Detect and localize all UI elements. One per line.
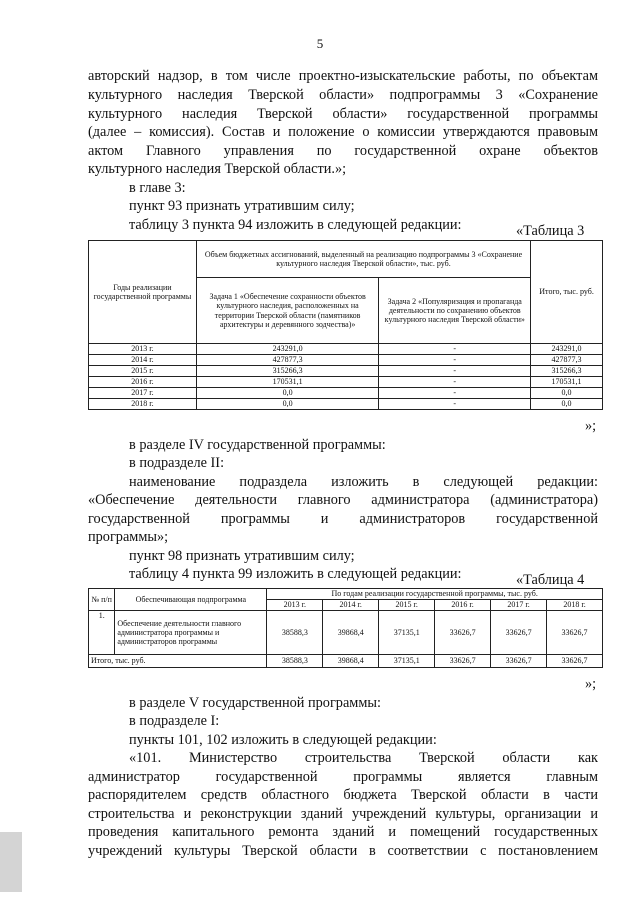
table-4-header-group: По годам реализации государственной программы, тыс. руб. xyxy=(267,589,603,600)
cell-task2: - xyxy=(379,366,531,377)
cell-total: 37135,1 xyxy=(379,655,435,668)
cell-total: 38588,3 xyxy=(267,655,323,668)
items-101-text: пункты 101, 102 изложить в следующей редакции: xyxy=(129,732,437,748)
table-row xyxy=(89,355,603,366)
subsection-2-text: в подразделе II: xyxy=(129,455,225,471)
table-3-header-total: Итого, тыс. руб. xyxy=(531,241,603,344)
naming-line: «Обеспечение деятельности главного администратора (администратора) xyxy=(88,492,598,508)
table-3 xyxy=(88,240,603,410)
intro-line: культурного наследия Тверской области» государственной программы xyxy=(88,106,598,122)
table-4-year: 2015 г. xyxy=(379,600,435,611)
cell-task1: 0,0 xyxy=(196,388,379,399)
cell-label: Обеспечение деятельности главного администратора программы и администраторов программы xyxy=(115,611,267,655)
cell-total: 39868,4 xyxy=(323,655,379,668)
table-4-header-no: № п/п xyxy=(89,589,115,611)
cell-value: 38588,3 xyxy=(267,611,323,655)
table-row xyxy=(89,377,603,388)
cell-value: 33626,7 xyxy=(491,611,547,655)
table-3-header-task2: Задача 2 «Популяризация и пропаганда деятельности по сохранению объектов культурного наследия Тверской области» xyxy=(379,278,531,344)
scan-edge-shadow xyxy=(0,832,22,892)
table-4-year: 2013 г. xyxy=(267,600,323,611)
cell-year: 2018 г. xyxy=(89,399,197,410)
intro-line: авторский надзор, в том числе проектно-изыскательские работы, по объектам xyxy=(88,68,598,84)
table-4-year: 2017 г. xyxy=(491,600,547,611)
intro-line: культурного наследия Тверской области» подпрограммы 3 «Сохранение xyxy=(88,87,598,103)
cell-task2: - xyxy=(379,388,531,399)
table-3-header-task1: Задача 1 «Обеспечение сохранности объектов культурного наследия, расположенных на территории Тверской области (памятников архитектуры и деревянного зодчества)» xyxy=(196,278,379,344)
cell-year: 2013 г. xyxy=(89,344,197,355)
cell-task1: 243291,0 xyxy=(196,344,379,355)
naming-line: программы»; xyxy=(88,529,169,545)
table-3-caption: «Таблица 3 xyxy=(516,223,585,239)
cell-total: 243291,0 xyxy=(531,344,603,355)
cell-task1: 427877,3 xyxy=(196,355,379,366)
table-3-header-years: Годы реализации государственной программы xyxy=(89,241,197,344)
item-93-text: пункт 93 признать утратившим силу; xyxy=(129,198,355,214)
table-4-caption: «Таблица 4 xyxy=(516,572,585,588)
table-row xyxy=(89,366,603,377)
table-3-header-group: Объем бюджетных ассигнований, выделенный на реализацию подпрограммы 3 «Сохранение культурного наследия Тверской области», тыс. руб. xyxy=(196,241,530,278)
cell-total: 427877,3 xyxy=(531,355,603,366)
table-4-year: 2016 г. xyxy=(435,600,491,611)
final-line: распорядителем средств областного бюджета Тверской области в части xyxy=(88,787,598,803)
intro-line: (далее – комиссия). Состав и положение о комиссии утверждаются правовым xyxy=(88,124,598,140)
table-4 xyxy=(88,588,603,668)
cell-year: 2014 г. xyxy=(89,355,197,366)
cell-task1: 170531,1 xyxy=(196,377,379,388)
table-row xyxy=(89,655,603,668)
table-row xyxy=(89,344,603,355)
cell-value: 33626,7 xyxy=(547,611,603,655)
cell-value: 37135,1 xyxy=(379,611,435,655)
cell-task2: - xyxy=(379,377,531,388)
cell-total-label: Итого, тыс. руб. xyxy=(89,655,267,668)
cell-total: 170531,1 xyxy=(531,377,603,388)
cell-year: 2015 г. xyxy=(89,366,197,377)
final-line: «101. Министерство строительства Тверской области как xyxy=(129,750,598,766)
closing-quote: »; xyxy=(585,676,597,692)
subsection-1-text: в подразделе I: xyxy=(129,713,220,729)
final-line: учреждений культуры Тверской области в соответствии с постановлением xyxy=(88,843,598,859)
table-row xyxy=(89,611,603,655)
naming-line: государственной программы и администраторов государственной xyxy=(88,511,598,527)
cell-year: 2016 г. xyxy=(89,377,197,388)
page-number: 5 xyxy=(316,36,324,51)
intro-line: актом Главного управления по государственной охране объектов xyxy=(88,143,598,159)
cell-total: 33626,7 xyxy=(491,655,547,668)
cell-task2: - xyxy=(379,355,531,366)
cell-total: 315266,3 xyxy=(531,366,603,377)
cell-no: 1. xyxy=(89,611,115,655)
table-3-intro: таблицу 3 пункта 94 изложить в следующей редакции: xyxy=(129,217,462,233)
cell-value: 33626,7 xyxy=(435,611,491,655)
naming-line: наименование подраздела изложить в следующей редакции: xyxy=(129,474,598,490)
table-4-year: 2018 г. xyxy=(547,600,603,611)
cell-total: 33626,7 xyxy=(435,655,491,668)
table-4-intro: таблицу 4 пункта 99 изложить в следующей редакции: xyxy=(129,566,462,582)
table-row xyxy=(89,388,603,399)
cell-total: 33626,7 xyxy=(547,655,603,668)
table-4-header-sub: Обеспечивающая подпрограмма xyxy=(115,589,267,611)
item-98-text: пункт 98 признать утратившим силу; xyxy=(129,548,355,564)
cell-year: 2017 г. xyxy=(89,388,197,399)
cell-task1: 0,0 xyxy=(196,399,379,410)
final-line: строительства и реконструкции зданий учреждений культуры, организации и xyxy=(88,806,598,822)
table-4-year: 2014 г. xyxy=(323,600,379,611)
chapter-3-text: в главе 3: xyxy=(129,180,186,196)
cell-task2: - xyxy=(379,399,531,410)
section-5-text: в разделе V государственной программы: xyxy=(129,695,381,711)
cell-value: 39868,4 xyxy=(323,611,379,655)
cell-total: 0,0 xyxy=(531,388,603,399)
cell-task2: - xyxy=(379,344,531,355)
intro-line: культурного наследия Тверской области.»; xyxy=(88,161,347,177)
closing-quote: »; xyxy=(585,418,597,434)
table-row xyxy=(89,399,603,410)
final-line: проведения капитального ремонта зданий и помещений государственных xyxy=(88,824,598,840)
cell-total: 0,0 xyxy=(531,399,603,410)
section-4-text: в разделе IV государственной программы: xyxy=(129,437,386,453)
final-line: администратор государственной программы является главным xyxy=(88,769,598,785)
cell-task1: 315266,3 xyxy=(196,366,379,377)
